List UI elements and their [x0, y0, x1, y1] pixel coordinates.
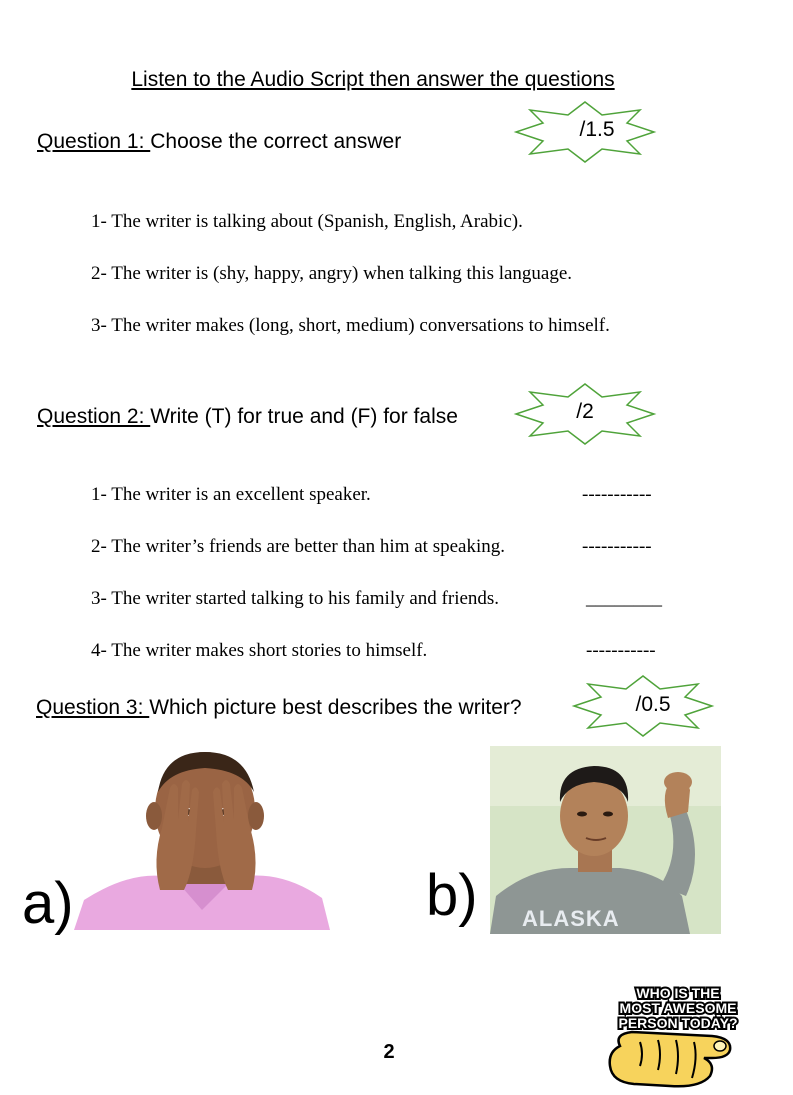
- answer-blank[interactable]: ________: [586, 588, 662, 609]
- sticker-line-2: MOST AWESOME: [619, 1000, 737, 1016]
- question-2-statement: 1- The writer is an excellent speaker.: [91, 484, 371, 505]
- question-1-item: 3- The writer makes (long, short, medium) conversations to himself.: [91, 315, 610, 336]
- answer-blank[interactable]: -----------: [582, 484, 652, 505]
- question-1-heading: [37, 130, 401, 154]
- question-2-score: /2: [576, 400, 594, 423]
- question-1-item: 2- The writer is (shy, happy, angry) when talking this language.: [91, 263, 573, 284]
- question-2-statement: 4- The writer makes short stories to himself.: [91, 640, 428, 661]
- question-3-prompt: Which picture best describes the writer?: [149, 696, 522, 719]
- option-b-photo[interactable]: [490, 746, 721, 934]
- option-a-photo[interactable]: [74, 750, 330, 930]
- question-2-prompt: Write (T) for true and (F) for false: [150, 405, 458, 428]
- question-2-score-badge: [512, 382, 658, 446]
- question-2-label: Question 2:: [37, 405, 151, 428]
- sticker-line-3: PERSON TODAY?: [618, 1015, 738, 1031]
- question-1-prompt: Choose the correct answer: [150, 130, 402, 153]
- question-1-label: Question 1:: [37, 130, 151, 153]
- option-a-label: a): [22, 871, 74, 936]
- answer-blank[interactable]: -----------: [582, 536, 652, 557]
- question-3-score-badge: [570, 674, 716, 738]
- shirt-print-text: ALASKA: [522, 906, 620, 931]
- question-2-statement: 2- The writer’s friends are better than him at speaking.: [91, 536, 505, 557]
- confident-man-image: [490, 746, 721, 934]
- question-3-score: /0.5: [635, 693, 671, 716]
- sticker-graphic: [580, 984, 776, 1090]
- question-2-heading: [37, 405, 458, 429]
- question-2-statement: 3- The writer started talking to his family and friends.: [91, 588, 500, 609]
- option-b-label: b): [426, 863, 478, 928]
- question-1-score-badge: [512, 100, 658, 164]
- question-1-score: /1.5: [579, 118, 615, 141]
- answer-blank[interactable]: -----------: [586, 640, 656, 661]
- question-3-heading: [36, 696, 522, 720]
- question-3-label: Question 3:: [36, 696, 150, 719]
- worksheet-title: Listen to the Audio Script then answer the questions: [131, 68, 615, 91]
- shy-man-image: [74, 750, 330, 930]
- sticker-line-1: WHO IS THE: [636, 985, 720, 1001]
- awesome-person-sticker: [580, 984, 776, 1090]
- question-1-item: 1- The writer is talking about (Spanish, English, Arabic).: [91, 211, 523, 232]
- page-number: 2: [383, 1041, 395, 1063]
